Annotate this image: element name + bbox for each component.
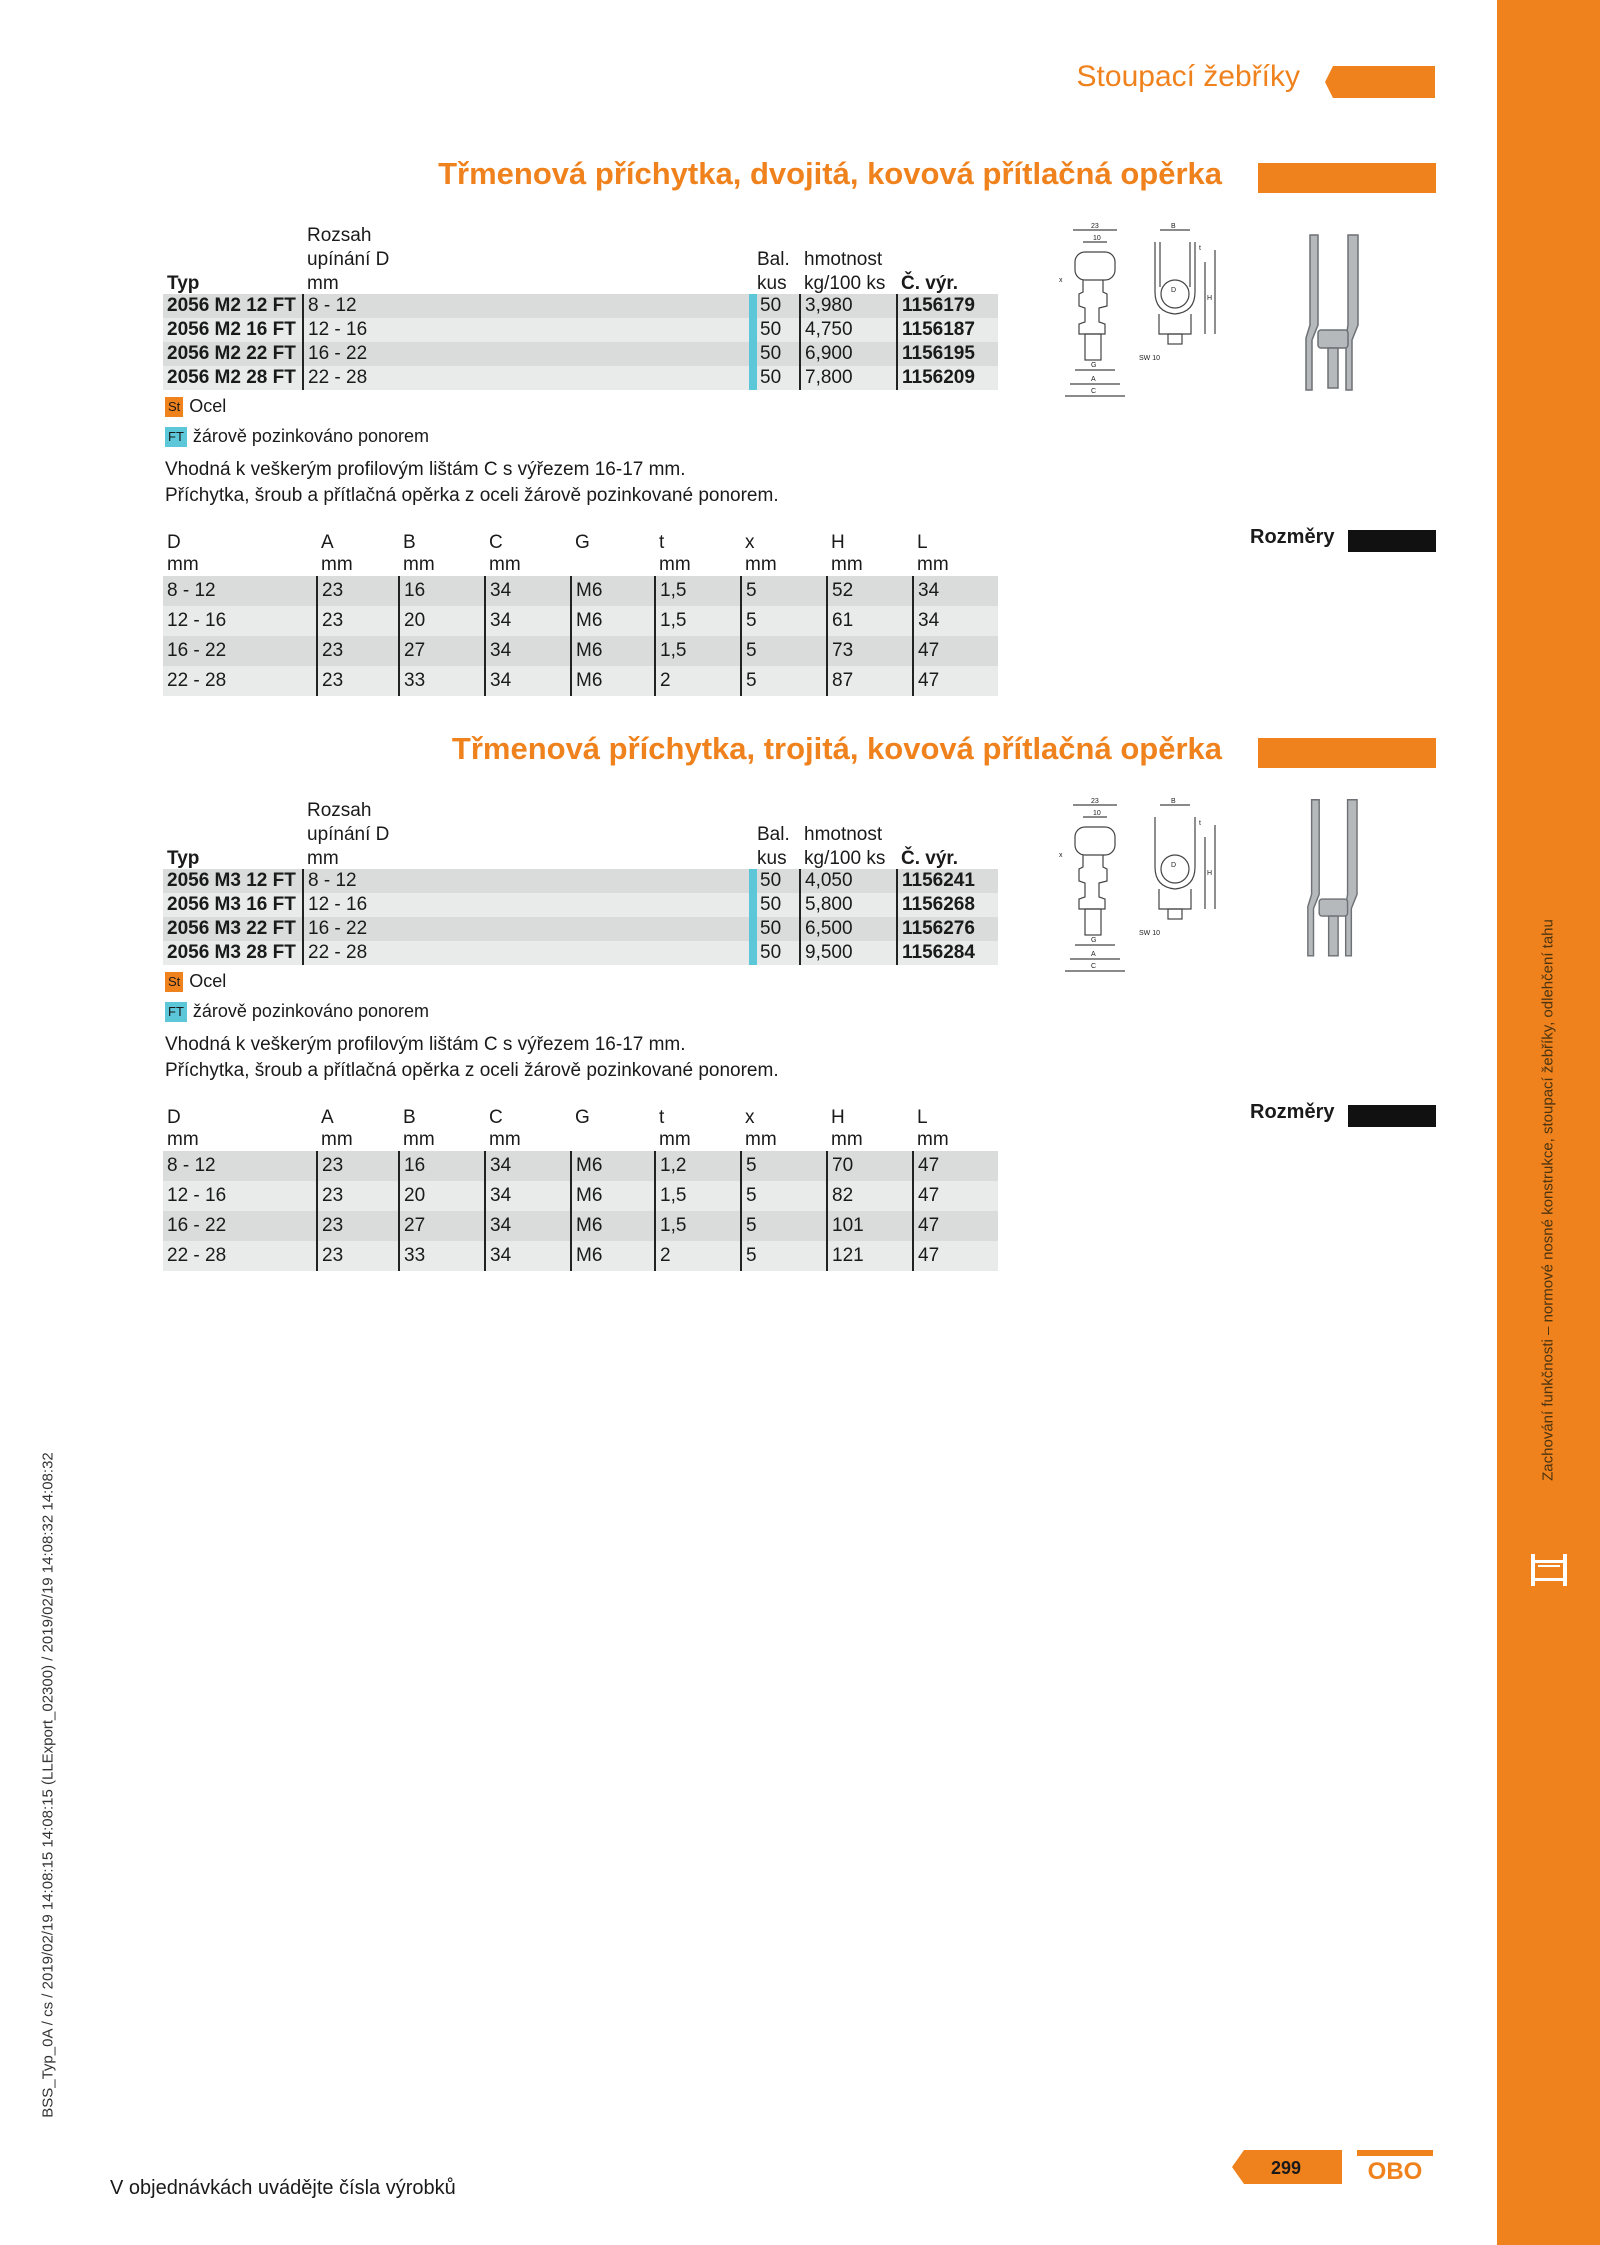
technical-drawing-double bbox=[1055, 222, 1230, 407]
svg-text:x: x bbox=[1059, 852, 1063, 859]
svg-text:H: H bbox=[1207, 870, 1213, 877]
section-title-bar bbox=[1258, 163, 1436, 193]
dim-col-t: t bbox=[659, 532, 665, 553]
drawing-label-b: B bbox=[1171, 223, 1176, 230]
col-range-l2: upínání D bbox=[307, 249, 390, 270]
col-typ: Typ bbox=[167, 273, 200, 294]
svg-text:D: D bbox=[1171, 862, 1177, 869]
legend-steel bbox=[165, 396, 226, 417]
dimensions-label: Rozměry bbox=[1250, 1101, 1335, 1123]
running-head-tab bbox=[1325, 66, 1435, 98]
product-table-triple: Rozsah upínání D Bal. hmotnost Typ mm kus kg/100 ks Č. výr. 2056 M3 12 FT 8 - 12 50 4,050 1156241 2056 M3 16 FT 12 - 16 50 5,800 1156268 2056 M3 22 FT 16 - 22 50 6,500 1156276 2056 M3 28 FT 22 - 28 50 9,500 1156284 bbox=[163, 797, 998, 965]
legend-text: Ocel bbox=[189, 396, 227, 416]
table-row: 8 - 12 23 16 34 M6 1,2 5 70 47 bbox=[163, 1151, 998, 1181]
footer-note: V objednávkách uvádějte čísla výrobků bbox=[110, 2177, 456, 2199]
col-bal-l2: kus bbox=[757, 273, 787, 294]
table-row: 22 - 28 23 33 34 M6 2 5 121 47 bbox=[163, 1241, 998, 1271]
col-range-l3: mm bbox=[307, 273, 339, 294]
drawing-label-a-dim: 23 bbox=[1091, 223, 1099, 230]
obo-logo bbox=[1355, 2148, 1435, 2184]
col-bal-l1: Bal. bbox=[757, 249, 790, 270]
ladder-icon bbox=[1528, 1552, 1570, 1588]
drawing-label-g: G bbox=[1091, 362, 1097, 369]
technical-drawing-triple bbox=[1055, 797, 1230, 982]
dimensions-bar bbox=[1348, 1105, 1436, 1127]
product-description: Vhodná k veškerým profilovým lištám C s výřezem 16-17 mm. Příchytka, šroub a přítlačná opěrka z oceli žárově pozinkované ponorem. bbox=[165, 1034, 779, 1081]
section-title-triple: Třmenová příchytka, trojitá, kovová přítlačná opěrka bbox=[451, 731, 1222, 766]
drawing-label-d: D bbox=[1171, 287, 1177, 294]
table-row: 22 - 28 23 33 34 M6 2 5 87 47 bbox=[163, 666, 998, 696]
dimension-table-double: D A B C G t x H L mm mm mm mm mm mm mm mm 8 - 12 23 16 34 M6 1,5 5 52 34 12 - 16 23 20 34 M6 1,5 5 61 34 16 - 22 23 27 34 M6 1,5 5 73 47 22 - 28 23 33 34 M6 2 5 87 47 bbox=[163, 532, 998, 696]
legend-text: žárově pozinkováno ponorem bbox=[192, 426, 430, 446]
material-badge-st: St bbox=[165, 397, 183, 417]
svg-text:SW 10: SW 10 bbox=[1139, 930, 1161, 937]
table-row: 2056 M3 12 FT 8 - 12 50 4,050 1156241 bbox=[163, 869, 998, 893]
legend-steel: St Ocel bbox=[165, 971, 226, 992]
product-description: Vhodná k veškerým profilovým lištám C s výřezem 16-17 mm. Příchytka, šroub a přítlačná opěrka z oceli žárově pozinkované ponorem. bbox=[165, 459, 779, 506]
dim-col-a: A bbox=[321, 532, 334, 553]
svg-text:B: B bbox=[1171, 798, 1176, 805]
drawing-label-10: 10 bbox=[1093, 235, 1101, 242]
col-weight-l1: hmotnost bbox=[804, 249, 883, 270]
table-row: 16 - 22 23 27 34 M6 1,5 5 101 47 bbox=[163, 1211, 998, 1241]
svg-text:A: A bbox=[1091, 951, 1096, 958]
drawing-label-c: C bbox=[1091, 388, 1097, 395]
chapter-sidebar-text: Zachování funkčnosti – normové nosné konstrukce, stoupací žebříky, odlehčení tahu bbox=[1539, 919, 1557, 1481]
dim-col-c: C bbox=[489, 532, 503, 553]
dim-col-x: x bbox=[745, 532, 755, 553]
dim-col-d: D bbox=[167, 532, 181, 553]
svg-text:G: G bbox=[1091, 937, 1097, 944]
material-badge-st: St bbox=[165, 972, 183, 992]
table-row: 2056 M3 16 FT 12 - 16 50 5,800 1156268 bbox=[163, 893, 998, 917]
dimension-table-triple: D A B C G t x H L mm mm mm mm mm mm mm mm 8 - 12 23 16 34 M6 1,2 5 70 47 12 - 16 23 20 34 M6 1,5 5 82 47 16 - 22 23 27 34 M6 1,5 5 101 47 22 - 28 23 33 34 M6 2 5 121 47 bbox=[163, 1107, 998, 1271]
svg-text:C: C bbox=[1091, 963, 1097, 970]
section-title-double: Třmenová příchytka, dvojitá, kovová přítlačná opěrka bbox=[438, 156, 1222, 191]
dim-col-b: B bbox=[403, 532, 416, 553]
col-article: Č. výr. bbox=[901, 273, 959, 294]
dimensions-bar bbox=[1348, 530, 1436, 552]
drawing-label-x: x bbox=[1059, 277, 1063, 284]
material-badge-ft: FT bbox=[165, 1002, 187, 1022]
product-table-double bbox=[163, 222, 998, 390]
table-row: 2056 M3 28 FT 22 - 28 50 9,500 1156284 bbox=[163, 941, 998, 965]
dim-col-h: H bbox=[831, 532, 845, 553]
table-row: 2056 M2 12 FT 8 - 12 50 3,980 1156179 bbox=[163, 294, 998, 318]
svg-text:10: 10 bbox=[1093, 810, 1101, 817]
table-row: 2056 M2 22 FT 16 - 22 50 6,900 1156195 bbox=[163, 342, 998, 366]
legend-hot-dip: FT žárově pozinkováno ponorem bbox=[165, 1001, 429, 1022]
table-row: 2056 M2 16 FT 12 - 16 50 4,750 1156187 bbox=[163, 318, 998, 342]
drawing-label-h: H bbox=[1207, 295, 1213, 302]
legend-hot-dip bbox=[165, 426, 429, 447]
svg-text:23: 23 bbox=[1091, 798, 1099, 805]
table-row: 16 - 22 23 27 34 M6 1,5 5 73 47 bbox=[163, 636, 998, 666]
svg-text:OBO: OBO bbox=[1367, 2158, 1423, 2184]
product-photo-triple bbox=[1300, 795, 1380, 970]
page-number: 299 bbox=[1270, 2158, 1302, 2178]
table-row: 2056 M2 28 FT 22 - 28 50 7,800 1156209 bbox=[163, 366, 998, 390]
drawing-label-sw: SW 10 bbox=[1139, 355, 1161, 362]
col-weight-l2: kg/100 ks bbox=[804, 273, 886, 294]
table-row: 8 - 12 23 16 34 M6 1,5 5 52 34 bbox=[163, 576, 998, 606]
table-row: 2056 M3 22 FT 16 - 22 50 6,500 1156276 bbox=[163, 917, 998, 941]
svg-text:t: t bbox=[1199, 820, 1201, 827]
material-badge-ft: FT bbox=[165, 427, 187, 447]
col-range-l1: Rozsah bbox=[307, 225, 372, 246]
dim-col-l: L bbox=[917, 532, 928, 553]
dim-col-g: G bbox=[575, 532, 590, 553]
drawing-label-a: A bbox=[1091, 376, 1096, 383]
running-head: Stoupací žebříky bbox=[1076, 60, 1300, 93]
export-stamp: BSS_Typ_0A / cs / 2019/02/19 14:08:15 14:08:15 (LLExport_02300) / 2019/02/19 14:08:32 14:08:32 bbox=[39, 1452, 57, 2118]
product-photo-double bbox=[1300, 230, 1380, 405]
dimensions-label: Rozměry bbox=[1250, 526, 1335, 548]
section-title-bar bbox=[1258, 738, 1436, 768]
table-row: 12 - 16 23 20 34 M6 1,5 5 82 47 bbox=[163, 1181, 998, 1211]
table-row: 12 - 16 23 20 34 M6 1,5 5 61 34 bbox=[163, 606, 998, 636]
drawing-label-t: t bbox=[1199, 245, 1201, 252]
